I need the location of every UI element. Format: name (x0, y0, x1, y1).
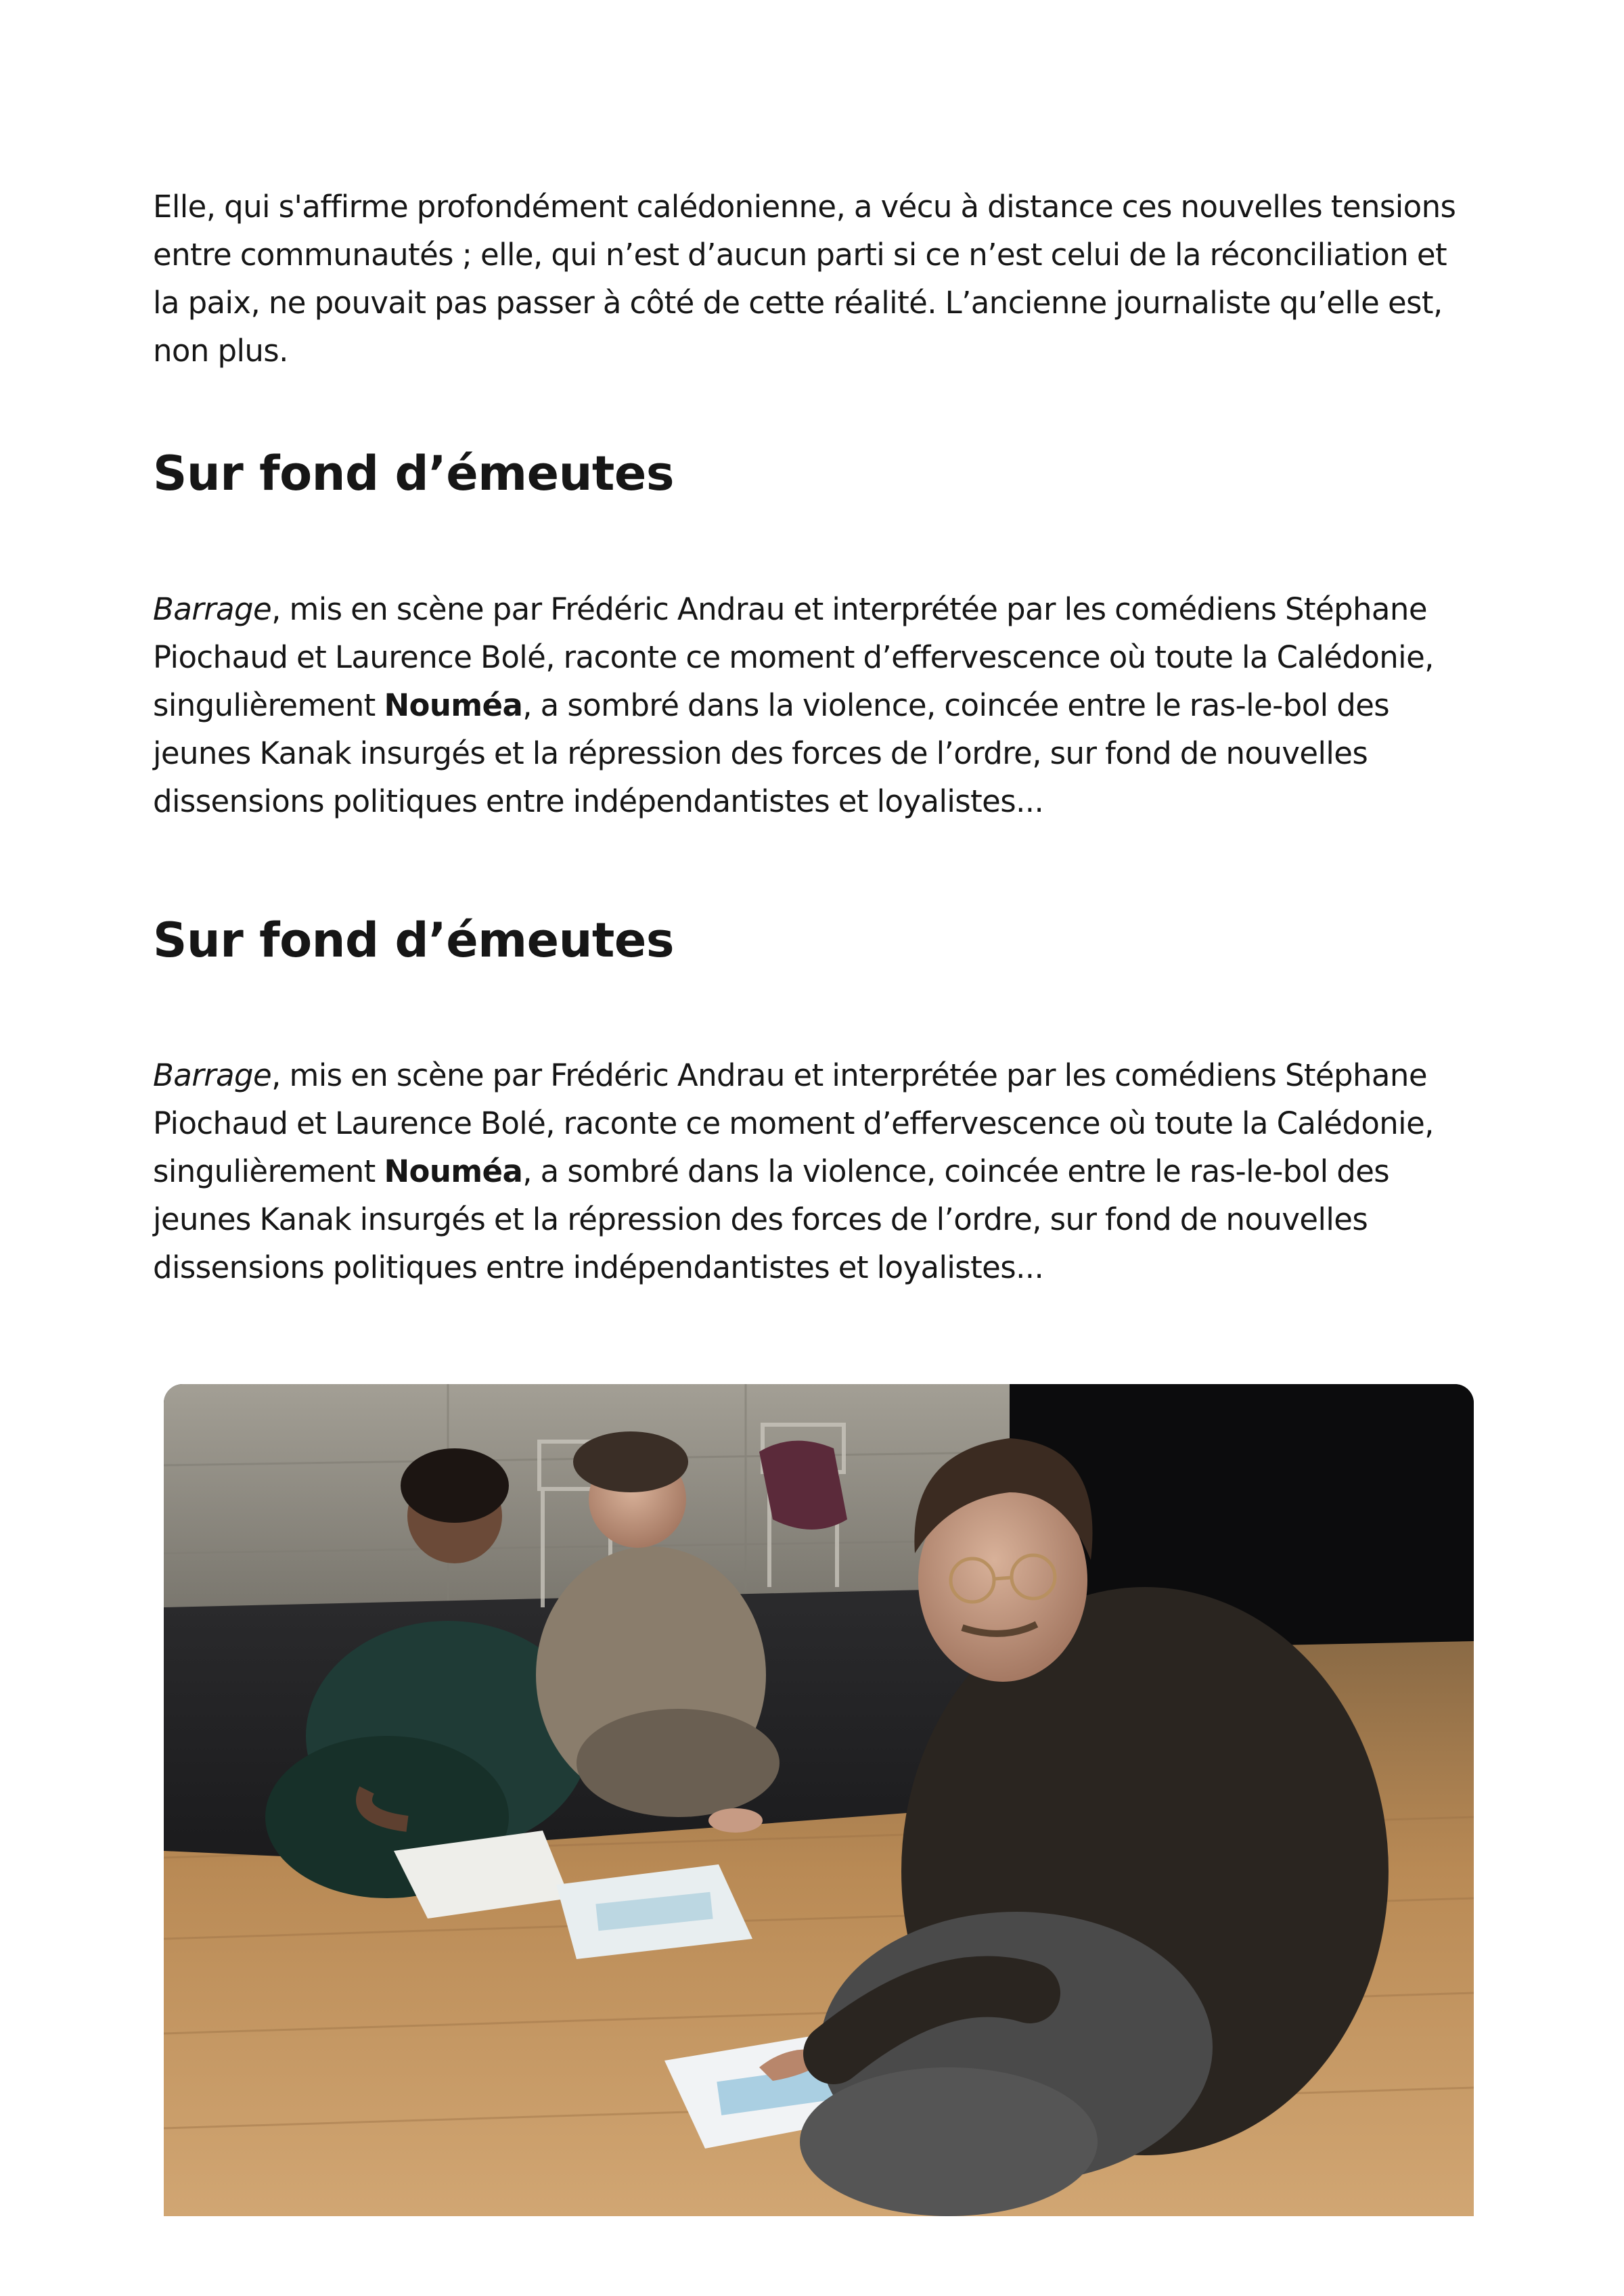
play-title: Barrage (153, 1057, 272, 1093)
rehearsal-photo (164, 1384, 1474, 2216)
paragraph-text: , mis en scène par Frédéric Andrau et interprétée par les comédiens Stéphane Piochaud et Laurence Bolé, raconte ce moment d’effervescence où toute la Calédonie, singulièrement (153, 591, 1434, 723)
play-title: Barrage (153, 591, 272, 627)
section-paragraph (153, 585, 1479, 825)
section-paragraph (153, 1051, 1479, 1291)
photo-illustration (164, 1384, 1474, 2216)
paragraph-text: , mis en scène par Frédéric Andrau et interprétée par les comédiens Stéphane Piochaud et Laurence Bolé, raconte ce moment d’effervescence où toute la Calédonie, singulièrement (153, 1057, 1434, 1189)
city-name: Nouméa (384, 687, 523, 723)
paragraph-text: , a sombré dans la violence, coincée entre le ras-le-bol des jeunes Kanak insurgés et la répression des forces de l’ordre, sur fond de nouvelles dissensions politiques entre indépendantistes et loyalistes... (153, 687, 1390, 819)
section-heading: Sur fond d’émeutes (153, 913, 675, 968)
section-heading: Sur fond d’émeutes (153, 446, 675, 501)
city-name: Nouméa (384, 1153, 523, 1189)
intro-paragraph: Elle, qui s'affirme profondément calédonienne, a vécu à distance ces nouvelles tensions entre communautés ; elle, qui n’est d’aucun parti si ce n’est celui de la réconciliation et la paix, ne pouvait pas passer à côté de cette réalité. L’ancienne journaliste qu’elle est, non plus. (153, 189, 1456, 369)
paragraph-text: , a sombré dans la violence, coincée entre le ras-le-bol des jeunes Kanak insurgés et la répression des forces de l’ordre, sur fond de nouvelles dissensions politiques entre indépendantistes et loyalistes... (153, 1153, 1390, 1285)
